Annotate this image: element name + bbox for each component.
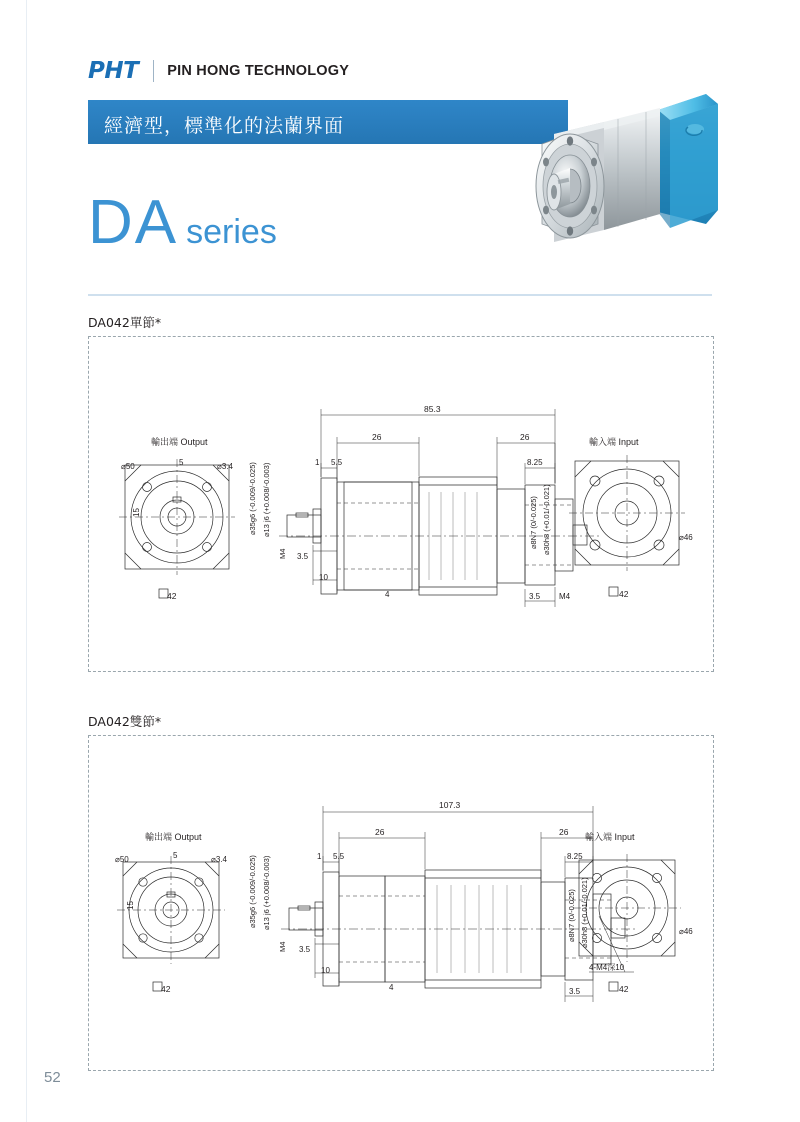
svg-text:42: 42 — [619, 984, 629, 994]
label-input-1: 輸入端 Input — [589, 437, 639, 447]
svg-text:26: 26 — [559, 827, 569, 837]
banner-text: 經濟型，標準化的法蘭界面 — [104, 115, 345, 137]
svg-text:1: 1 — [315, 458, 320, 467]
svg-text:⌀35g6 (-0.009/-0.025): ⌀35g6 (-0.009/-0.025) — [248, 855, 257, 928]
svg-text:⌀46: ⌀46 — [679, 533, 693, 542]
product-photo — [508, 82, 720, 287]
svg-text:⌀3.4: ⌀3.4 — [211, 855, 227, 864]
logo-divider — [153, 60, 154, 82]
svg-text:5: 5 — [173, 851, 178, 860]
svg-text:⌀46: ⌀46 — [679, 927, 693, 936]
svg-text:8.25: 8.25 — [567, 852, 583, 861]
svg-text:⌀13 j6 (+0.008/-0.003): ⌀13 j6 (+0.008/-0.003) — [262, 855, 271, 930]
label-input-2: 輸入端 Input — [585, 832, 635, 842]
svg-text:4: 4 — [389, 983, 394, 992]
page-spine — [0, 0, 26, 1122]
svg-text:M4: M4 — [278, 941, 287, 952]
header-divider — [88, 294, 712, 296]
svg-text:15: 15 — [132, 508, 141, 517]
svg-text:M4: M4 — [278, 548, 287, 559]
svg-text:⌀30h8 (+0.01/-0.021): ⌀30h8 (+0.01/-0.021) — [542, 484, 551, 555]
label-output-1: 輸出端 Output — [151, 437, 208, 447]
svg-text:3.5: 3.5 — [529, 592, 541, 601]
svg-text:⌀50: ⌀50 — [121, 462, 135, 471]
series-title — [88, 188, 277, 257]
svg-text:42: 42 — [167, 591, 177, 601]
svg-text:10: 10 — [319, 573, 328, 582]
svg-text:42: 42 — [161, 984, 171, 994]
svg-text:⌀8N7 (0/-0.025): ⌀8N7 (0/-0.025) — [529, 496, 538, 549]
svg-text:5.5: 5.5 — [331, 458, 343, 467]
spine-divider — [26, 0, 27, 1122]
svg-text:3.5: 3.5 — [297, 552, 309, 561]
svg-text:M4: M4 — [559, 592, 571, 601]
page-number: 52 — [44, 1069, 61, 1086]
svg-text:26: 26 — [372, 432, 382, 442]
svg-text:⌀30h8 (+0.01/-0.021): ⌀30h8 (+0.01/-0.021) — [580, 877, 589, 948]
svg-text:4-M4深10: 4-M4深10 — [589, 963, 625, 972]
svg-text:5.5: 5.5 — [333, 852, 345, 861]
svg-text:10: 10 — [321, 966, 330, 975]
svg-text:42: 42 — [619, 589, 629, 599]
svg-text:4: 4 — [385, 590, 390, 599]
company-name: PIN HONG TECHNOLOGY — [167, 63, 350, 79]
drawing-box-1 — [88, 336, 714, 672]
svg-text:8.25: 8.25 — [527, 458, 543, 467]
svg-text:⌀35g6 (-0.009/-0.025): ⌀35g6 (-0.009/-0.025) — [248, 462, 257, 535]
label-output-2: 輸出端 Output — [145, 832, 202, 842]
svg-text:⌀8N7 (0/-0.025): ⌀8N7 (0/-0.025) — [567, 889, 576, 942]
series-sub-label: series — [186, 213, 277, 251]
pht-logo: PHT — [88, 58, 139, 84]
svg-text:26: 26 — [520, 432, 530, 442]
svg-text:15: 15 — [126, 901, 135, 910]
technical-drawing-1 — [89, 337, 711, 669]
svg-text:⌀3.4: ⌀3.4 — [217, 462, 233, 471]
svg-text:⌀50: ⌀50 — [115, 855, 129, 864]
dim-overall-2: 107.3 — [439, 800, 461, 810]
brand-header — [88, 58, 349, 84]
svg-text:26: 26 — [375, 827, 385, 837]
svg-text:⌀13 j6 (+0.008/-0.003): ⌀13 j6 (+0.008/-0.003) — [262, 462, 271, 537]
svg-text:3.5: 3.5 — [569, 987, 581, 996]
technical-drawing-2 — [89, 736, 711, 1068]
drawing-box-2 — [88, 735, 714, 1071]
dim-overall-1: 85.3 — [424, 404, 441, 414]
section-title-2: DA042雙節* — [88, 714, 162, 729]
svg-text:1: 1 — [317, 852, 322, 861]
svg-text:5: 5 — [179, 458, 184, 467]
svg-text:3.5: 3.5 — [299, 945, 311, 954]
series-main-label: DA — [88, 188, 179, 257]
section-title-1: DA042單節* — [88, 315, 162, 330]
